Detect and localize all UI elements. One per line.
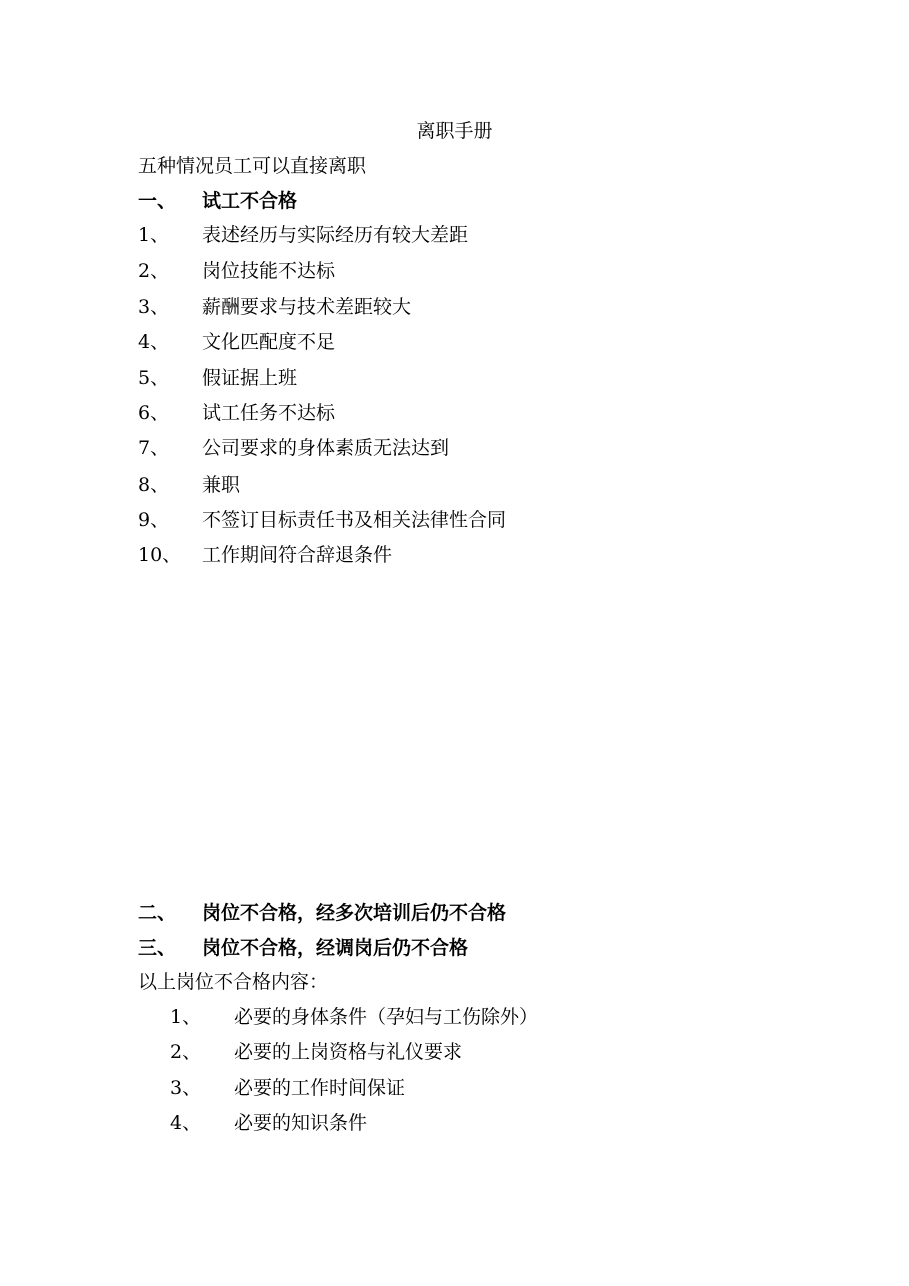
item-number: 4、 [170,1112,202,1134]
section-number: 二、 [138,902,177,924]
list-item [138,329,335,355]
section-number: 一、 [138,190,177,212]
item-text: 必要的上岗资格与礼仪要求 [234,1041,463,1063]
item-number: 6、 [138,402,170,424]
item-number: 8、 [138,474,170,496]
list-item [138,258,335,284]
item-text: 岗位技能不达标 [202,260,336,282]
list-item [138,400,335,426]
item-number: 9、 [138,509,170,531]
list-item [170,1110,367,1136]
item-text: 必要的工作时间保证 [234,1077,406,1099]
item-number: 3、 [170,1077,202,1099]
document-title: 离职手册 [416,120,493,142]
list-item [170,1039,462,1065]
item-text: 必要的知识条件 [234,1112,368,1134]
item-text: 必要的身体条件（孕妇与工伤除外） [234,1006,539,1028]
item-number: 1、 [138,224,170,246]
item-number: 4、 [138,331,170,353]
item-number: 2、 [170,1041,202,1063]
section-title: 岗位不合格，经多次培训后仍不合格 [202,902,507,924]
list-item [138,472,240,498]
list-item [170,1075,405,1101]
item-number: 7、 [138,437,170,459]
item-text: 试工任务不达标 [202,402,336,424]
list-item [138,222,468,248]
intro-text: 五种情况员工可以直接离职 [138,155,367,177]
section-number: 三、 [138,937,177,959]
list-item [138,365,297,391]
item-number: 2、 [138,260,170,282]
item-text: 假证据上班 [202,367,298,389]
item-text: 工作期间符合辞退条件 [202,544,393,566]
item-text: 兼职 [202,474,241,496]
item-number: 5、 [138,367,170,389]
item-number: 1、 [170,1006,202,1028]
section-heading-3 [138,935,468,961]
item-number: 10、 [138,544,182,566]
item-text: 薪酬要求与技术差距较大 [202,296,412,318]
section-title: 试工不合格 [202,190,298,212]
item-text: 文化匹配度不足 [202,331,336,353]
item-number: 3、 [138,296,170,318]
list-item [138,507,506,533]
list-item [138,542,392,568]
item-text: 表述经历与实际经历有较大差距 [202,224,469,246]
list-item [170,1004,538,1030]
list-item [138,435,449,461]
section-heading-2 [138,900,506,926]
item-text: 公司要求的身体素质无法达到 [202,437,450,459]
list-item [138,294,411,320]
section-title: 岗位不合格，经调岗后仍不合格 [202,937,469,959]
content-intro: 以上岗位不合格内容： [138,971,329,993]
section-heading-1 [138,188,297,214]
item-text: 不签订目标责任书及相关法律性合同 [202,509,507,531]
